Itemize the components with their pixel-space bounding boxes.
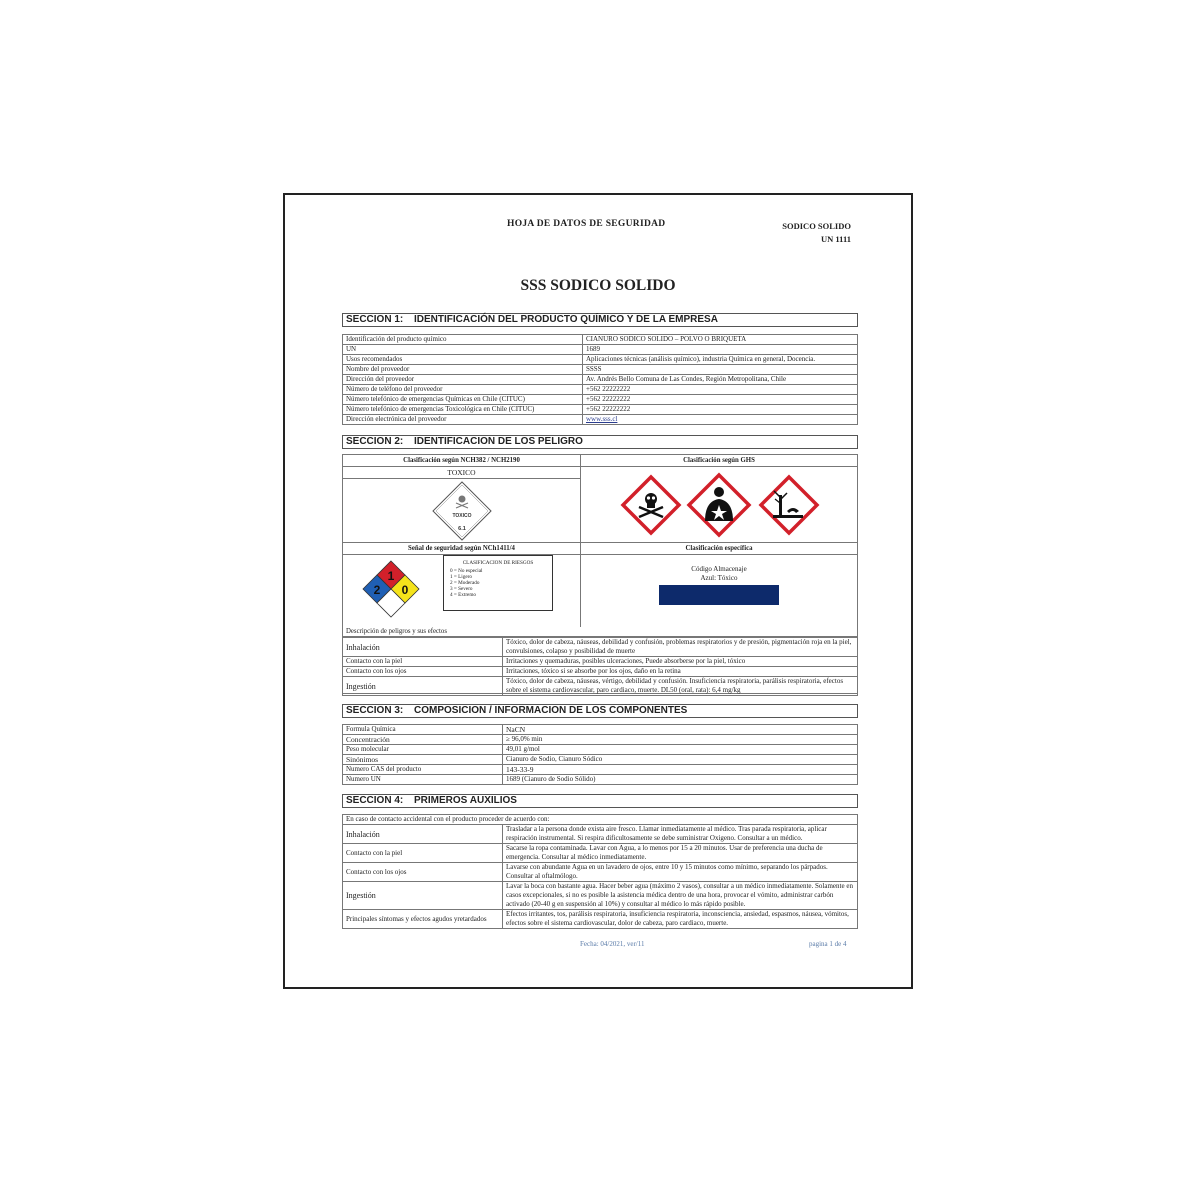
table-row [343, 863, 858, 882]
row-value: Efectos irritantes, tos, parálisis respiratoria, insuficiencia respiratoria, inconsciencia, ansiedad, espasmos, náusea, vómitos, efectos sobre el sistema cardiovascular, dolor de cabeza, paro cardiaco, muerte. [503, 910, 858, 929]
row-label: Numero CAS del producto [343, 765, 503, 775]
row-label: Formula Química [343, 725, 503, 735]
row-label: Contacto con la piel [343, 657, 503, 667]
row-value: +562 22222222 [583, 405, 858, 415]
table-row [343, 657, 858, 667]
legend-title: CLASIFICACION DE RIESGOS [462, 560, 534, 566]
row-label: Numero UN [343, 775, 503, 785]
product-short-name: SODICO SOLIDO [782, 221, 851, 231]
row-label: Identificación del producto químico [343, 335, 583, 345]
section-4-header [342, 794, 858, 808]
row-label: Número telefónico de emergencias Químicas en Chile (CITUC) [343, 395, 583, 405]
nch-pictogram-cell [343, 479, 581, 543]
table-row [343, 638, 858, 657]
nfpa-diamond-icon [361, 559, 421, 619]
nch-classification-header: Clasificación según NCH382 / NCH2190 [343, 455, 581, 467]
hazard-effects-table [342, 637, 858, 696]
row-value: SSSS [583, 365, 858, 375]
table-row [343, 405, 858, 415]
row-label: UN [343, 345, 583, 355]
section-3-header [342, 704, 858, 718]
row-label: Inhalación [343, 825, 503, 844]
row-value: ≥ 96,0% min [503, 735, 858, 745]
section-number: SECCION 4: [346, 795, 404, 806]
table-row [343, 745, 858, 755]
section-number: SECCION 3: [346, 705, 404, 716]
row-value: Irritaciones y quemaduras, posibles ulceraciones, Puede absorberse por la piel, tóxico [503, 657, 858, 667]
row-label: Ingestión [343, 677, 503, 696]
storage-code-cell [581, 555, 857, 627]
ghs-pictograms-cell [581, 467, 857, 543]
section-title: IDENTIFICACION DE LOS PELIGRO [414, 436, 583, 447]
table-row [343, 667, 858, 677]
row-value: Av. Andrés Bello Comuna de Las Condes, Región Metropolitana, Chile [583, 375, 858, 385]
table-row [343, 415, 858, 425]
storage-code-label: Código Almacenaje [691, 565, 747, 573]
nch-class-label: TOXICO [343, 467, 581, 479]
storage-color-swatch [659, 585, 779, 605]
table-row [343, 825, 858, 844]
section-number: SECCION 1: [346, 314, 404, 325]
row-value: NaCN [503, 725, 858, 735]
row-value: Tóxico, dolor de cabeza, náuseas, debilidad y confusión, problemas respiratorios y de presión, pigmentación roja en la piel, convulsiones, colapso y posibilidad de muerte [503, 638, 858, 657]
section-1-table [342, 334, 858, 425]
safety-data-sheet-page [283, 193, 913, 989]
section-1-header [342, 313, 858, 327]
svg-text:0: 0 [401, 583, 409, 597]
table-row [343, 844, 858, 863]
row-label: Usos recomendados [343, 355, 583, 365]
toxic-class-6-1-icon [343, 479, 581, 543]
legend-item: 0 = No especial [450, 568, 483, 574]
table-row [343, 775, 858, 785]
row-value: Cianuro de Sodio, Cianuro Sódico [503, 755, 858, 765]
row-value: CIANURO SODICO SOLIDO – POLVO O BRIQUETA [583, 335, 858, 345]
legend-item: 2 = Moderado [450, 580, 480, 586]
legend-item: 4 = Extremo [450, 592, 476, 598]
ghs-classification-header: Clasificación según GHS [581, 455, 857, 467]
row-label: Dirección del proveedor [343, 375, 583, 385]
svg-text:TOXICO: TOXICO [452, 513, 472, 519]
footer-page-number: pagina 1 de 4 [809, 940, 847, 948]
ghs-skull-crossbones-icon [623, 477, 679, 533]
row-value: 1689 [583, 345, 858, 355]
specific-classification-header: Clasificación específica [581, 543, 857, 555]
row-label: Principales síntomas y efectos agudos yretardados [343, 910, 503, 929]
table-row [343, 355, 858, 365]
hazard-effects-title: Descripción de peligros y sus efectos [343, 627, 857, 637]
row-label: Número de teléfono del proveedor [343, 385, 583, 395]
first-aid-intro: En caso de contacto accidental con el producto proceder de acuerdo con: [343, 815, 858, 825]
table-row [343, 815, 858, 825]
svg-text:6.1: 6.1 [458, 526, 466, 532]
table-row [343, 882, 858, 910]
row-label: Número telefónico de emergencias Toxicológica en Chile (CITUC) [343, 405, 583, 415]
section-title: COMPOSICION / INFORMACION DE LOS COMPONENTES [414, 705, 688, 716]
footer-date: Fecha: 04/2021, ver/11 [580, 940, 645, 948]
risk-classification-legend [443, 555, 553, 611]
row-label: Contacto con los ojos [343, 667, 503, 677]
table-row [343, 395, 858, 405]
section-number: SECCION 2: [346, 436, 404, 447]
product-header [782, 220, 851, 246]
row-label: Sinónimos [343, 755, 503, 765]
row-value: 1689 (Cianuro de Sodio Sólido) [503, 775, 858, 785]
section-3-table [342, 724, 858, 785]
document-title: SSS SODICO SOLIDO [520, 277, 676, 294]
row-value: Lavar la boca con bastante agua. Hacer beber agua (máximo 2 vasos), consultar a un médico inmediatamente. Solamente en casos excepcionales, si no es posible la asistencia médica dentro de una hora, provocar el vómito, administrar carbón activado (20-40 g en suspensión al 10%) y consultar al médico lo más rápido posible. [503, 882, 858, 910]
row-label: Concentración [343, 735, 503, 745]
section-4-table [342, 814, 858, 929]
legend-item: 3 = Severo [450, 586, 473, 592]
row-value: Irritaciones, tóxico si se absorbe por los ojos, daño en la retina [503, 667, 858, 677]
table-row [343, 725, 858, 735]
table-row [343, 735, 858, 745]
ghs-environment-icon [761, 477, 817, 533]
table-row [343, 385, 858, 395]
table-row [343, 335, 858, 345]
svg-text:2: 2 [373, 583, 381, 597]
storage-code-value: Azul: Tóxico [700, 574, 738, 582]
row-value: 49,01 g/mol [503, 745, 858, 755]
table-row [343, 365, 858, 375]
legend-item: 1 = Ligero [450, 574, 472, 580]
row-label: Contacto con los ojos [343, 863, 503, 882]
row-label: Peso molecular [343, 745, 503, 755]
row-label: Dirección electrónica del proveedor [343, 415, 583, 425]
table-row [343, 677, 858, 696]
nfpa-cell [343, 555, 581, 627]
table-row [343, 765, 858, 775]
row-value: +562 22222222 [583, 385, 858, 395]
row-label: Ingestión [343, 882, 503, 910]
row-value: Lavarse con abundante Agua en un lavadero de ojos, entre 10 y 15 minutos como mínimo, separando los párpados. Consultar al oftalmólogo. [503, 863, 858, 882]
row-label: Contacto con la piel [343, 844, 503, 863]
row-value: Tóxico, dolor de cabeza, náuseas, vértigo, debilidad y confusión. Insuficiencia respiratoria, parálisis respiratoria, efectos sobre el sistema cardiovascular, paro cardiaco, muerte. DL50 (oral, rata): 6,4 mg/kg [503, 677, 858, 696]
section-2-header [342, 435, 858, 449]
table-row [343, 345, 858, 355]
hazard-classification-grid [342, 454, 858, 694]
nfpa-signal-header: Señal de seguridad según NCh1411/4 [343, 543, 581, 555]
row-value: Trasladar a la persona donde exista aire fresco. Llamar inmediatamente al médico. Tras parada respiratoria, aplicar respiración instrumental. Si respira dificultosamente se debe suministrar Oxigeno. Consultar a un médico. [503, 825, 858, 844]
document-type-header: HOJA DE DATOS DE SEGURIDAD [507, 219, 666, 229]
svg-text:1: 1 [387, 569, 395, 583]
row-value: Sacarse la ropa contaminada. Lavar con Agua, a lo menos por 15 a 20 minutos. Usar de preferencia una ducha de emergencia. Consultar al médico inmediatamente. [503, 844, 858, 863]
row-value: +562 22222222 [583, 395, 858, 405]
table-row [343, 755, 858, 765]
ghs-health-hazard-icon [689, 475, 749, 535]
row-label: Nombre del proveedor [343, 365, 583, 375]
supplier-website-link[interactable]: www.sss.cl [583, 415, 858, 425]
row-label: Inhalación [343, 638, 503, 657]
row-value: Aplicaciones técnicas (análisis químico), industria Química en general, Docencia. [583, 355, 858, 365]
section-title: PRIMEROS AUXILIOS [414, 795, 517, 806]
section-title: IDENTIFICACIÓN DEL PRODUCTO QUÍMICO Y DE LA EMPRESA [414, 314, 718, 325]
un-code: UN 1111 [821, 234, 851, 244]
row-value: 143-33-9 [503, 765, 858, 775]
table-row [343, 910, 858, 929]
table-row [343, 375, 858, 385]
